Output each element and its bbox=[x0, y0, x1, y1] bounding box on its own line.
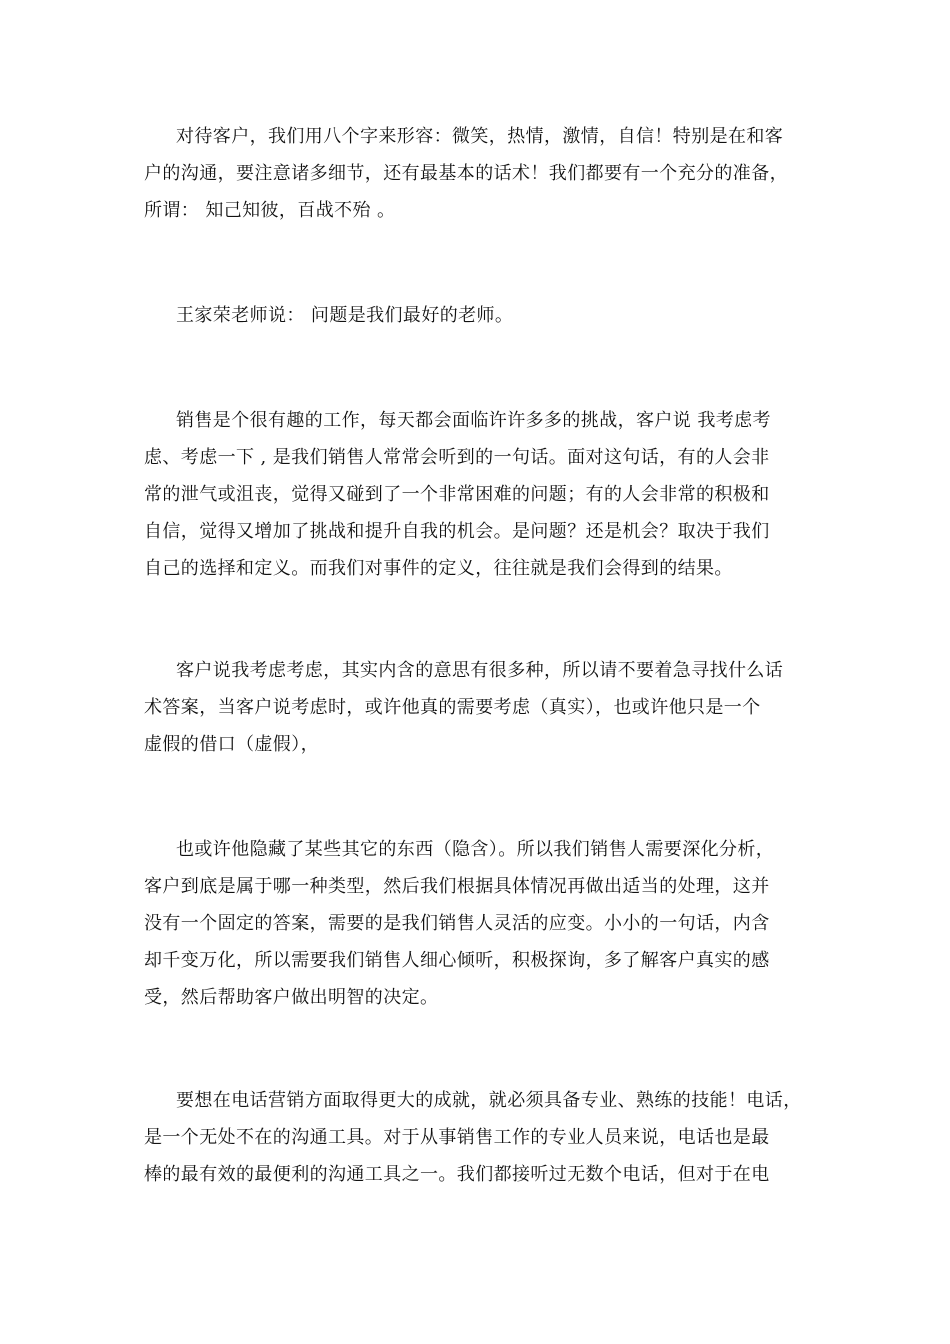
text-line: 虚假的借口（虚假）， bbox=[144, 734, 319, 755]
text-line: 要想在电话营销方面取得更大的成就，就必须具备专业、熟练的技能！电话， bbox=[176, 1090, 802, 1111]
text-line: 虑、考虑一下 , 是我们销售人常常会听到的一句话。面对这句话，有的人会非 bbox=[144, 447, 770, 468]
text-line: 是一个无处不在的沟通工具。对于从事销售工作的专业人员来说，电话也是最 bbox=[144, 1127, 770, 1148]
text-line: 也或许他隐藏了某些其它的东西（隐含）。所以我们销售人需要深化分析， bbox=[176, 839, 775, 860]
paragraph-hidden-meaning bbox=[144, 831, 814, 1016]
text-line: 常的泄气或沮丧，觉得又碰到了一个非常困难的问题；有的人会非常的积极和 bbox=[144, 484, 770, 505]
text-line: 户的沟通，要注意诸多细节，还有最基本的话术！我们都要有一个充分的准备， bbox=[144, 163, 788, 184]
text-line: 客户说我考虑考虑，其实内含的意思有很多种，所以请不要着急寻找什么话 bbox=[176, 660, 784, 681]
text-line: 自信，觉得又增加了挑战和提升自我的机会。是问题？还是机会？取决于我们 bbox=[144, 521, 770, 542]
paragraph-sales-challenge bbox=[144, 402, 814, 587]
text-line: 却千变万化，所以需要我们销售人细心倾听，积极探询，多了解客户真实的感 bbox=[144, 950, 770, 971]
text-line: 术答案，当客户说考虑时，或许他真的需要考虑（真实），也或许他只是一个 bbox=[144, 697, 761, 718]
text-line: 没有一个固定的答案，需要的是我们销售人灵活的应变。小小的一句话，内含 bbox=[144, 913, 770, 934]
paragraph-customer-consider bbox=[144, 652, 814, 763]
text-line: 王家荣老师说： 问题是我们最好的老师。 bbox=[176, 305, 514, 326]
paragraph-customer-attitude bbox=[144, 118, 814, 229]
text-line: 棒的最有效的最便利的沟通工具之一。我们都接听过无数个电话，但对于在电 bbox=[144, 1164, 770, 1185]
text-line: 销售是个很有趣的工作，每天都会面临许许多多的挑战，客户说 我考虑考 bbox=[176, 410, 771, 431]
text-line: 所谓： 知己知彼，百战不殆 。 bbox=[144, 200, 396, 221]
text-line: 客户到底是属于哪一种类型，然后我们根据具体情况再做出适当的处理，这并 bbox=[144, 876, 770, 897]
paragraph-teacher-quote bbox=[144, 297, 814, 334]
text-line: 受，然后帮助客户做出明智的决定。 bbox=[144, 987, 439, 1008]
paragraph-phone-marketing bbox=[144, 1082, 814, 1193]
text-line: 自己的选择和定义。而我们对事件的定义，往往就是我们会得到的结果。 bbox=[144, 558, 733, 579]
text-line: 对待客户，我们用八个字来形容：微笑，热情，激情，自信！特别是在和客 bbox=[176, 126, 784, 147]
